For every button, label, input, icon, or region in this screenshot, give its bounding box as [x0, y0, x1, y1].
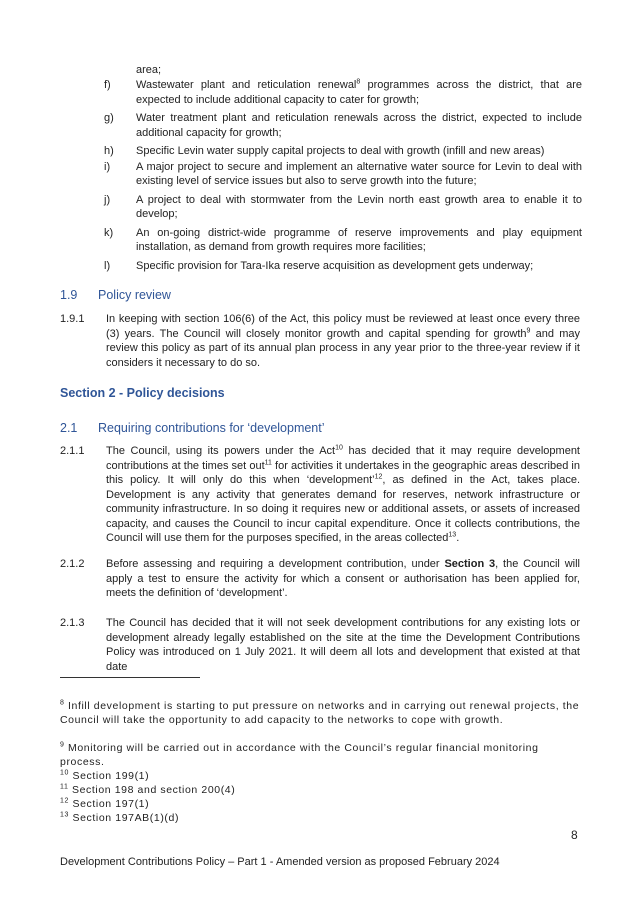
- section-heading: Section 2 - Policy decisions: [60, 386, 225, 400]
- footnote: $^{11}$ Section 198 and section 200(4): [60, 783, 236, 796]
- list-item-text: An on-going district-wide programme of reserve improvements and play equipment installation, as demand from growth requires more facilities;: [136, 226, 582, 253]
- list-item: [104, 78, 582, 107]
- footnote: $^{13}$ Section 197AB(1)(d): [60, 811, 180, 824]
- list-item-text: A major project to secure and implement an alternative water source for Levin to deal with existing level of service issues but also to serve growth into the future;: [136, 160, 582, 187]
- paragraph-text: In keeping with section 106(6) of the Act, this policy must be reviewed at least once every three (3) years. The Council will closely monitor growth and capital spending for growth$^9$ and may review this policy as part of its annual plan process in any year prior to the three-year review if it considers it necessary to do so.: [106, 313, 580, 369]
- list-item-text: Wastewater plant and reticulation renewal$^8$ programmes across the district, that are expected to include additional capacity to cater for growth;: [136, 78, 583, 106]
- heading-policy-review: 1.9 Policy review: [60, 288, 171, 302]
- list-item-label: h): [104, 145, 114, 157]
- paragraph-text: The Council has decided that it will not seek development contributions for any existing lots or development already legally established on the site at the time the Development Contributions Policy was introduced on 1 July 2021. It will deem all lots and development that existed at that date: [106, 617, 580, 673]
- list-item: [104, 144, 582, 159]
- list-item: [104, 160, 582, 189]
- paragraph-2-1-3: [60, 616, 580, 674]
- list-item-label: f): [104, 79, 111, 91]
- paragraph-text: The Council, using its powers under the Act$^{10}$ has decided that it may require development contributions at the times set out$^{11}$ for activities it undertakes in the geographic areas described in this policy. It will only do this when ‘development’$^{12}$, as defined in the Act, takes place. Development is any activity that generates demand for reserves, network infrastructure or community infrastructure. In so doing it requires new or additional assets, or assets of increased capacity, and causes the Council to incur capital expenditure. Once it collects contributions, the Council will use them for the purposes specified, in the areas collected$^{13}$.: [106, 444, 580, 544]
- list-item-text: Water treatment plant and reticulation renewals across the district, expected to include additional capacity for growth;: [136, 112, 582, 139]
- list-item: [104, 226, 582, 255]
- list-item: [104, 111, 582, 140]
- list-item-label: k): [104, 226, 114, 239]
- paragraph-number: 1.9.1: [60, 313, 85, 325]
- list-continuation: area;: [136, 64, 162, 76]
- list-item-label: i): [104, 160, 111, 173]
- footnote: $^{10}$ Section 199(1): [60, 769, 150, 782]
- paragraph-number: 2.1.1: [60, 445, 85, 457]
- page-number: 8: [571, 828, 578, 842]
- list-item-text: Specific provision for Tara-Ika reserve acquisition as development gets underway;: [136, 259, 534, 272]
- footnote: $^9$ Monitoring will be carried out in accordance with the Council’s regular financial monitoring process.: [60, 741, 539, 768]
- list-item: [104, 193, 582, 222]
- growth-projects-list: [104, 78, 582, 273]
- footnote: $^{12}$ Section 197(1): [60, 797, 150, 810]
- paragraph-number: 2.1.3: [60, 617, 85, 629]
- paragraph-1-9-1: [60, 312, 580, 370]
- footnote-separator: [60, 677, 200, 678]
- footnote: $^8$ Infill development is starting to put pressure on networks and in carrying out renewal projects, the Council will take the opportunity to add capacity to the networks to cope with growth.: [60, 699, 580, 726]
- page-footer: Development Contributions Policy – Part 1 - Amended version as proposed February 2024: [60, 856, 500, 868]
- list-item-label: g): [104, 112, 114, 124]
- list-item-label: l): [104, 259, 111, 272]
- list-item: [104, 259, 582, 274]
- paragraph-text: Before assessing and requiring a development contribution, under Section 3, the Council will apply a test to ensure the activity for which a consent or authorisation has been applied for, meets the definition of ‘development’.: [106, 558, 580, 599]
- list-item-label: j): [104, 193, 111, 206]
- paragraph-number: 2.1.2: [60, 558, 85, 570]
- list-item-text: A project to deal with stormwater from the Levin north east growth area to enable it to develop;: [136, 193, 582, 220]
- heading-requiring-contributions: 2.1 Requiring contributions for ‘development’: [60, 421, 325, 435]
- list-item-text: Specific Levin water supply capital projects to deal with growth (infill and new areas): [136, 145, 545, 157]
- paragraph-2-1-2: [60, 557, 580, 601]
- paragraph-2-1-1: [60, 444, 580, 546]
